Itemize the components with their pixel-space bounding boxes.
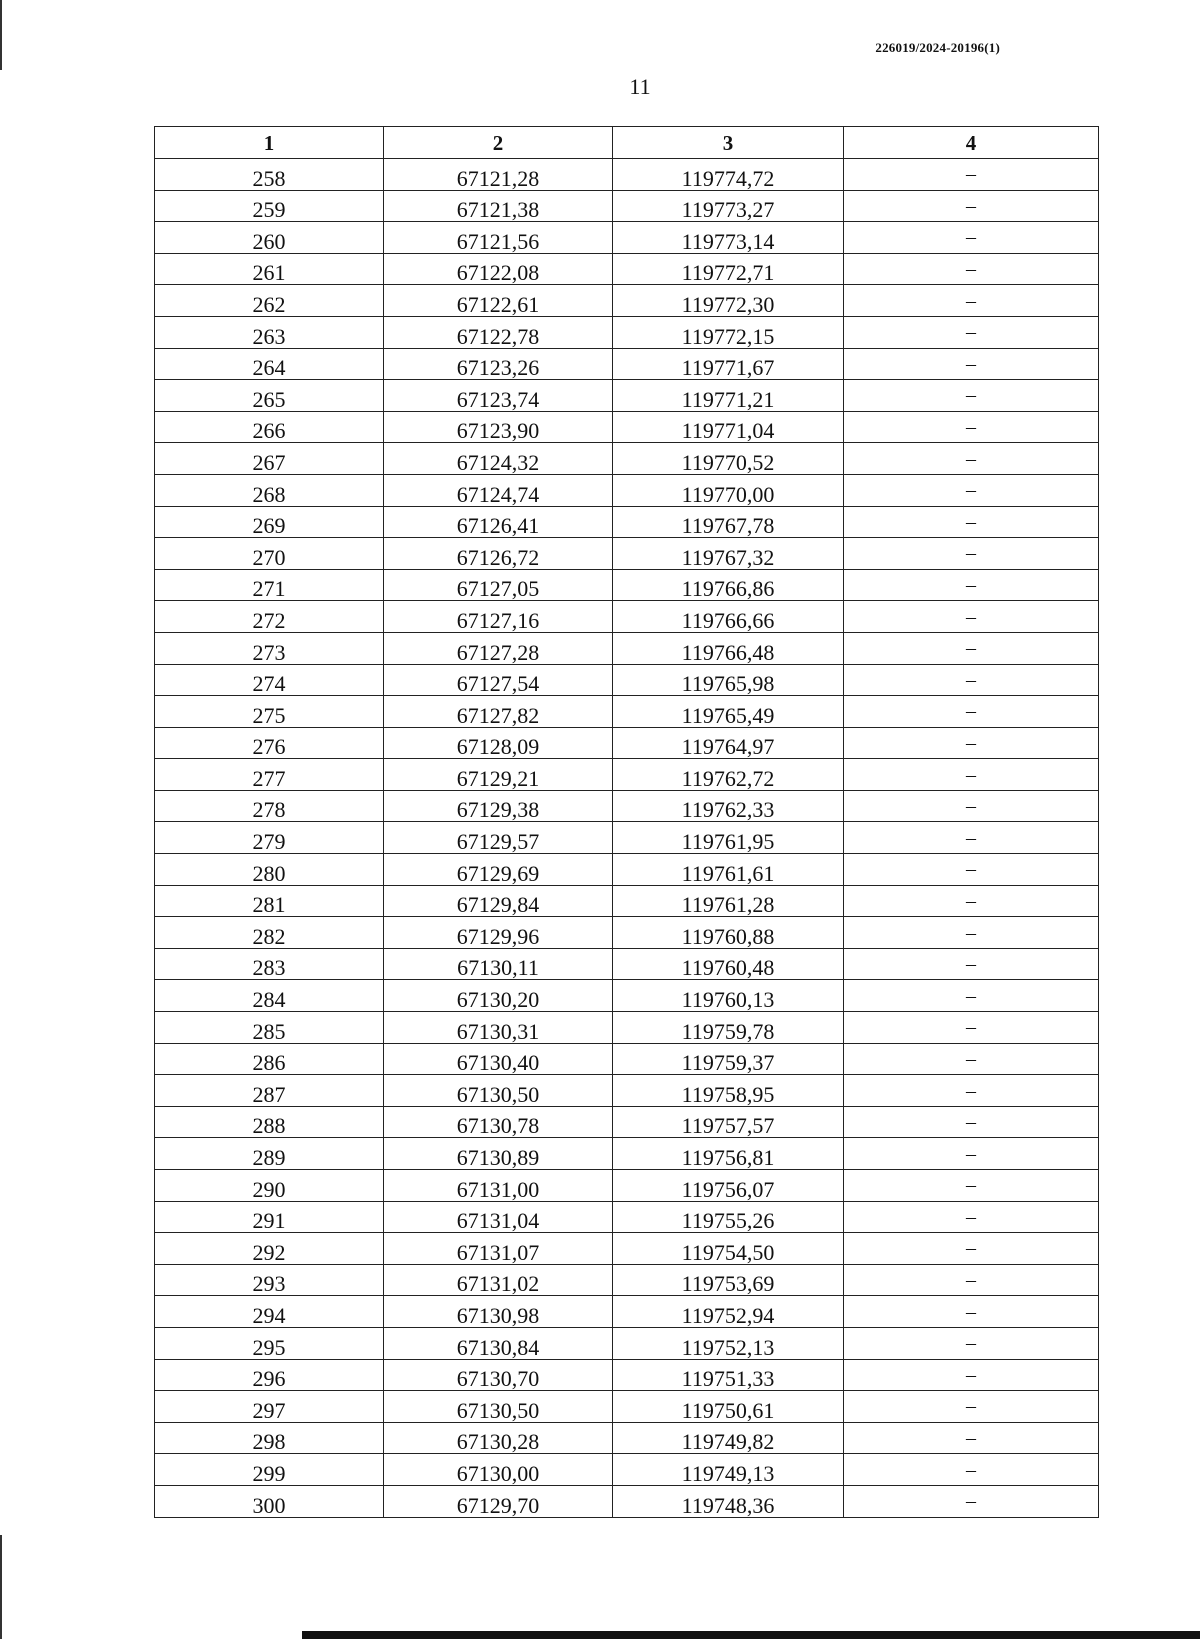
note-cell: –: [844, 569, 1099, 601]
y-coordinate-cell: 119770,00: [613, 474, 844, 506]
y-coordinate-cell: 119752,94: [613, 1296, 844, 1328]
point-number-cell: 281: [155, 885, 384, 917]
note-cell: –: [844, 348, 1099, 380]
x-coordinate-cell: 67130,31: [384, 1012, 613, 1044]
table-row: [155, 1233, 1099, 1265]
table-row: [155, 443, 1099, 475]
x-coordinate-cell: 67129,38: [384, 790, 613, 822]
y-coordinate-cell: 119749,13: [613, 1454, 844, 1486]
column-header-2: 2: [384, 127, 613, 159]
table-row: [155, 348, 1099, 380]
point-number-cell: 258: [155, 159, 384, 191]
note-cell: –: [844, 1422, 1099, 1454]
x-coordinate-cell: 67124,74: [384, 474, 613, 506]
point-number-cell: 272: [155, 601, 384, 633]
table-row: [155, 569, 1099, 601]
note-cell: –: [844, 159, 1099, 191]
column-header-4: 4: [844, 127, 1099, 159]
coordinates-table: [154, 126, 1099, 1518]
table-row: [155, 664, 1099, 696]
y-coordinate-cell: 119773,27: [613, 190, 844, 222]
x-coordinate-cell: 67122,61: [384, 285, 613, 317]
table-row: [155, 1391, 1099, 1423]
x-coordinate-cell: 67131,02: [384, 1264, 613, 1296]
note-cell: –: [844, 696, 1099, 728]
x-coordinate-cell: 67131,04: [384, 1201, 613, 1233]
x-coordinate-cell: 67130,50: [384, 1391, 613, 1423]
point-number-cell: 276: [155, 727, 384, 759]
x-coordinate-cell: 67130,98: [384, 1296, 613, 1328]
x-coordinate-cell: 67121,38: [384, 190, 613, 222]
x-coordinate-cell: 67130,70: [384, 1359, 613, 1391]
point-number-cell: 294: [155, 1296, 384, 1328]
note-cell: –: [844, 506, 1099, 538]
x-coordinate-cell: 67130,20: [384, 980, 613, 1012]
note-cell: –: [844, 1359, 1099, 1391]
y-coordinate-cell: 119760,13: [613, 980, 844, 1012]
point-number-cell: 270: [155, 538, 384, 570]
table-row: [155, 1106, 1099, 1138]
table-row: [155, 1170, 1099, 1202]
point-number-cell: 290: [155, 1170, 384, 1202]
point-number-cell: 277: [155, 759, 384, 791]
x-coordinate-cell: 67126,41: [384, 506, 613, 538]
x-coordinate-cell: 67121,56: [384, 222, 613, 254]
x-coordinate-cell: 67129,96: [384, 917, 613, 949]
y-coordinate-cell: 119752,13: [613, 1327, 844, 1359]
table-row: [155, 917, 1099, 949]
note-cell: –: [844, 474, 1099, 506]
note-cell: –: [844, 1012, 1099, 1044]
table-row: [155, 380, 1099, 412]
table-row: [155, 790, 1099, 822]
x-coordinate-cell: 67131,07: [384, 1233, 613, 1265]
table-row: [155, 506, 1099, 538]
table-row: [155, 1359, 1099, 1391]
note-cell: –: [844, 316, 1099, 348]
point-number-cell: 279: [155, 822, 384, 854]
y-coordinate-cell: 119750,61: [613, 1391, 844, 1423]
x-coordinate-cell: 67130,11: [384, 948, 613, 980]
table-header-row: [155, 127, 1099, 159]
y-coordinate-cell: 119774,72: [613, 159, 844, 191]
point-number-cell: 299: [155, 1454, 384, 1486]
note-cell: –: [844, 1391, 1099, 1423]
table-row: [155, 1138, 1099, 1170]
y-coordinate-cell: 119756,07: [613, 1170, 844, 1202]
x-coordinate-cell: 67130,50: [384, 1075, 613, 1107]
table-row: [155, 854, 1099, 886]
x-coordinate-cell: 67130,89: [384, 1138, 613, 1170]
x-coordinate-cell: 67123,74: [384, 380, 613, 412]
note-cell: –: [844, 222, 1099, 254]
note-cell: –: [844, 1043, 1099, 1075]
point-number-cell: 291: [155, 1201, 384, 1233]
y-coordinate-cell: 119772,15: [613, 316, 844, 348]
note-cell: –: [844, 727, 1099, 759]
x-coordinate-cell: 67123,26: [384, 348, 613, 380]
x-coordinate-cell: 67130,78: [384, 1106, 613, 1138]
table-row: [155, 885, 1099, 917]
table-row: [155, 316, 1099, 348]
point-number-cell: 263: [155, 316, 384, 348]
scan-edge-mark: [302, 1631, 1200, 1639]
y-coordinate-cell: 119761,95: [613, 822, 844, 854]
point-number-cell: 269: [155, 506, 384, 538]
note-cell: –: [844, 1454, 1099, 1486]
note-cell: –: [844, 1296, 1099, 1328]
y-coordinate-cell: 119764,97: [613, 727, 844, 759]
x-coordinate-cell: 67122,08: [384, 253, 613, 285]
note-cell: –: [844, 538, 1099, 570]
note-cell: –: [844, 917, 1099, 949]
table-row: [155, 822, 1099, 854]
table-row: [155, 253, 1099, 285]
note-cell: –: [844, 885, 1099, 917]
table-row: [155, 759, 1099, 791]
y-coordinate-cell: 119771,04: [613, 411, 844, 443]
y-coordinate-cell: 119759,37: [613, 1043, 844, 1075]
point-number-cell: 260: [155, 222, 384, 254]
y-coordinate-cell: 119766,48: [613, 632, 844, 664]
y-coordinate-cell: 119761,61: [613, 854, 844, 886]
note-cell: –: [844, 1138, 1099, 1170]
point-number-cell: 267: [155, 443, 384, 475]
x-coordinate-cell: 67123,90: [384, 411, 613, 443]
table-row: [155, 411, 1099, 443]
y-coordinate-cell: 119759,78: [613, 1012, 844, 1044]
note-cell: –: [844, 1170, 1099, 1202]
note-cell: –: [844, 253, 1099, 285]
note-cell: –: [844, 1075, 1099, 1107]
note-cell: –: [844, 601, 1099, 633]
column-header-3: 3: [613, 127, 844, 159]
table-row: [155, 1485, 1099, 1517]
point-number-cell: 271: [155, 569, 384, 601]
point-number-cell: 280: [155, 854, 384, 886]
point-number-cell: 268: [155, 474, 384, 506]
note-cell: –: [844, 1264, 1099, 1296]
note-cell: –: [844, 948, 1099, 980]
table-row: [155, 1012, 1099, 1044]
x-coordinate-cell: 67129,70: [384, 1485, 613, 1517]
x-coordinate-cell: 67127,05: [384, 569, 613, 601]
x-coordinate-cell: 67129,57: [384, 822, 613, 854]
table-row: [155, 474, 1099, 506]
x-coordinate-cell: 67130,28: [384, 1422, 613, 1454]
table-row: [155, 1454, 1099, 1486]
y-coordinate-cell: 119771,21: [613, 380, 844, 412]
y-coordinate-cell: 119765,49: [613, 696, 844, 728]
y-coordinate-cell: 119767,78: [613, 506, 844, 538]
point-number-cell: 262: [155, 285, 384, 317]
page-number: 11: [629, 74, 651, 99]
x-coordinate-cell: 67129,84: [384, 885, 613, 917]
point-number-cell: 296: [155, 1359, 384, 1391]
note-cell: –: [844, 411, 1099, 443]
table-row: [155, 1327, 1099, 1359]
table-row: [155, 980, 1099, 1012]
x-coordinate-cell: 67131,00: [384, 1170, 613, 1202]
y-coordinate-cell: 119767,32: [613, 538, 844, 570]
table-row: [155, 1201, 1099, 1233]
table-row: [155, 1296, 1099, 1328]
note-cell: –: [844, 285, 1099, 317]
note-cell: –: [844, 980, 1099, 1012]
table-row: [155, 222, 1099, 254]
note-cell: –: [844, 664, 1099, 696]
y-coordinate-cell: 119757,57: [613, 1106, 844, 1138]
x-coordinate-cell: 67127,54: [384, 664, 613, 696]
table-header: [155, 127, 1099, 159]
note-cell: –: [844, 190, 1099, 222]
point-number-cell: 300: [155, 1485, 384, 1517]
y-coordinate-cell: 119773,14: [613, 222, 844, 254]
y-coordinate-cell: 119756,81: [613, 1138, 844, 1170]
y-coordinate-cell: 119760,88: [613, 917, 844, 949]
table-row: [155, 696, 1099, 728]
y-coordinate-cell: 119762,33: [613, 790, 844, 822]
note-cell: –: [844, 1233, 1099, 1265]
point-number-cell: 287: [155, 1075, 384, 1107]
point-number-cell: 295: [155, 1327, 384, 1359]
y-coordinate-cell: 119762,72: [613, 759, 844, 791]
point-number-cell: 259: [155, 190, 384, 222]
table-row: [155, 1264, 1099, 1296]
point-number-cell: 273: [155, 632, 384, 664]
note-cell: –: [844, 380, 1099, 412]
table-row: [155, 190, 1099, 222]
x-coordinate-cell: 67130,40: [384, 1043, 613, 1075]
note-cell: –: [844, 854, 1099, 886]
x-coordinate-cell: 67127,28: [384, 632, 613, 664]
x-coordinate-cell: 67127,16: [384, 601, 613, 633]
y-coordinate-cell: 119771,67: [613, 348, 844, 380]
note-cell: –: [844, 632, 1099, 664]
y-coordinate-cell: 119766,86: [613, 569, 844, 601]
x-coordinate-cell: 67124,32: [384, 443, 613, 475]
note-cell: –: [844, 1106, 1099, 1138]
x-coordinate-cell: 67121,28: [384, 159, 613, 191]
point-number-cell: 289: [155, 1138, 384, 1170]
y-coordinate-cell: 119755,26: [613, 1201, 844, 1233]
note-cell: –: [844, 759, 1099, 791]
y-coordinate-cell: 119760,48: [613, 948, 844, 980]
point-number-cell: 274: [155, 664, 384, 696]
point-number-cell: 283: [155, 948, 384, 980]
table-row: [155, 601, 1099, 633]
y-coordinate-cell: 119751,33: [613, 1359, 844, 1391]
x-coordinate-cell: 67130,84: [384, 1327, 613, 1359]
y-coordinate-cell: 119754,50: [613, 1233, 844, 1265]
point-number-cell: 265: [155, 380, 384, 412]
y-coordinate-cell: 119765,98: [613, 664, 844, 696]
y-coordinate-cell: 119772,71: [613, 253, 844, 285]
point-number-cell: 266: [155, 411, 384, 443]
y-coordinate-cell: 119770,52: [613, 443, 844, 475]
column-header-1: 1: [155, 127, 384, 159]
point-number-cell: 286: [155, 1043, 384, 1075]
table-row: [155, 159, 1099, 191]
y-coordinate-cell: 119761,28: [613, 885, 844, 917]
point-number-cell: 285: [155, 1012, 384, 1044]
table-row: [155, 948, 1099, 980]
y-coordinate-cell: 119766,66: [613, 601, 844, 633]
note-cell: –: [844, 443, 1099, 475]
y-coordinate-cell: 119758,95: [613, 1075, 844, 1107]
table-row: [155, 1422, 1099, 1454]
x-coordinate-cell: 67122,78: [384, 316, 613, 348]
x-coordinate-cell: 67128,09: [384, 727, 613, 759]
document-number: 226019/2024-20196(1): [875, 40, 1000, 55]
point-number-cell: 264: [155, 348, 384, 380]
point-number-cell: 282: [155, 917, 384, 949]
point-number-cell: 298: [155, 1422, 384, 1454]
table-row: [155, 1043, 1099, 1075]
point-number-cell: 288: [155, 1106, 384, 1138]
y-coordinate-cell: 119748,36: [613, 1485, 844, 1517]
table-row: [155, 727, 1099, 759]
point-number-cell: 297: [155, 1391, 384, 1423]
y-coordinate-cell: 119753,69: [613, 1264, 844, 1296]
y-coordinate-cell: 119749,82: [613, 1422, 844, 1454]
point-number-cell: 293: [155, 1264, 384, 1296]
point-number-cell: 278: [155, 790, 384, 822]
note-cell: –: [844, 1485, 1099, 1517]
x-coordinate-cell: 67126,72: [384, 538, 613, 570]
table-row: [155, 1075, 1099, 1107]
x-coordinate-cell: 67130,00: [384, 1454, 613, 1486]
x-coordinate-cell: 67129,21: [384, 759, 613, 791]
point-number-cell: 275: [155, 696, 384, 728]
y-coordinate-cell: 119772,30: [613, 285, 844, 317]
x-coordinate-cell: 67129,69: [384, 854, 613, 886]
scan-edge-mark: [0, 1535, 2, 1639]
note-cell: –: [844, 1201, 1099, 1233]
point-number-cell: 292: [155, 1233, 384, 1265]
table-body: [155, 159, 1099, 1518]
table-row: [155, 632, 1099, 664]
x-coordinate-cell: 67127,82: [384, 696, 613, 728]
table-row: [155, 538, 1099, 570]
note-cell: –: [844, 1327, 1099, 1359]
point-number-cell: 284: [155, 980, 384, 1012]
scan-edge-mark: [0, 0, 2, 70]
note-cell: –: [844, 790, 1099, 822]
note-cell: –: [844, 822, 1099, 854]
point-number-cell: 261: [155, 253, 384, 285]
table-row: [155, 285, 1099, 317]
